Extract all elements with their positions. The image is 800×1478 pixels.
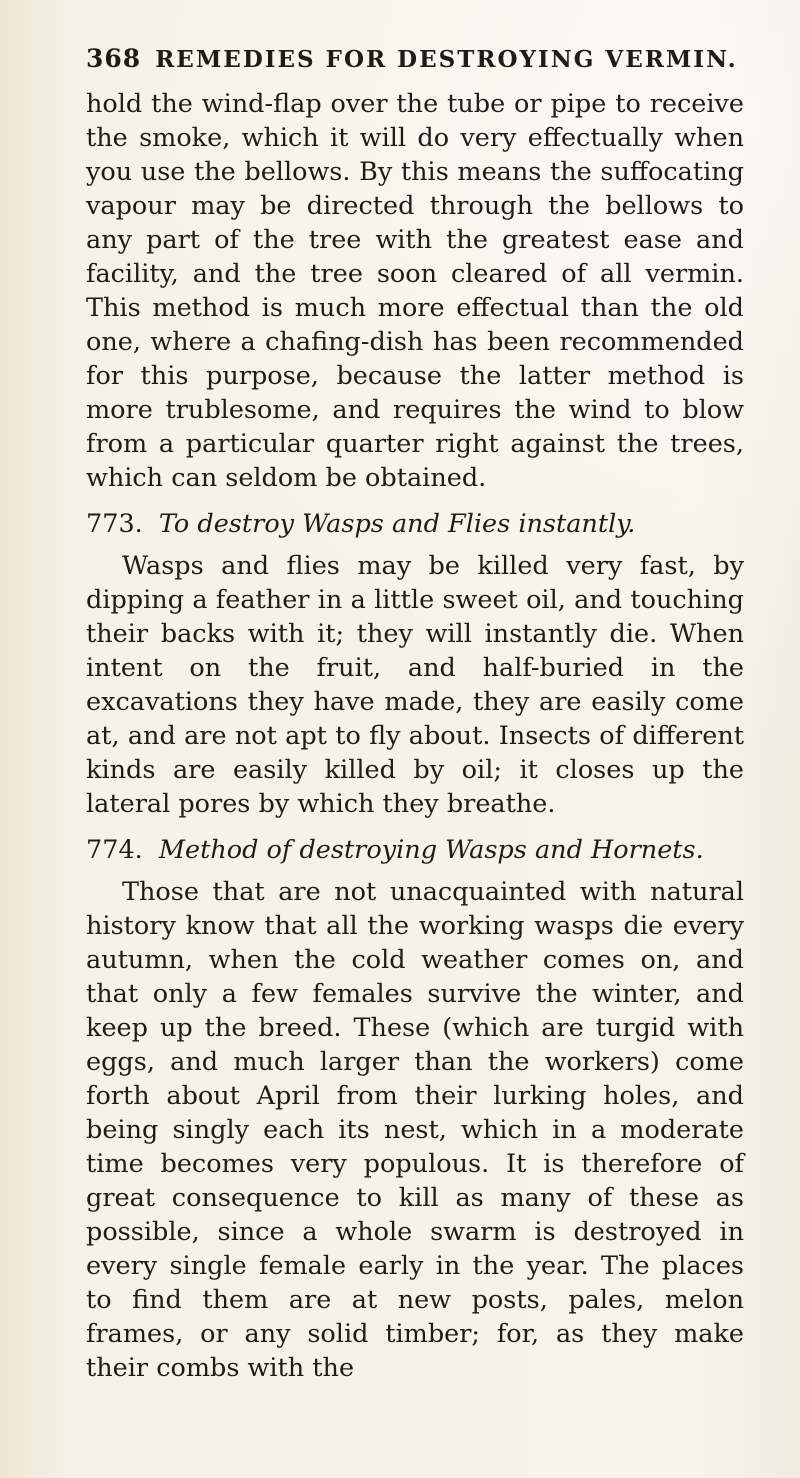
section-heading-773 [86,507,744,541]
running-title: REMEDIES FOR DESTROYING VERMIN. [155,46,738,73]
section-title-774: Method of destroying Wasps and Hornets. [158,835,704,865]
section-number-773: 773. [86,509,143,539]
page-number: 368 [86,44,142,73]
section-title-773: To destroy Wasps and Flies instantly. [158,509,636,539]
section-number-774: 774. [86,835,143,865]
paragraph-continuation: hold the wind-flap over the tube or pipe to receive the smoke, which it will do very effectually when you use the bellows. By this means the suffocating vapour may be directed through the bellows to any part of the tree with the greatest ease and facility, and the tree soon cleared of all vermin. This method is much more effectual than the old one, where a chafing-dish has been recommended for this purpose, because the latter method is more trublesome, and requires the wind to blow from a particular quarter right against the trees, which can seldom be obtained. [86,89,744,493]
section-heading-774 [86,833,744,867]
paragraph-773: Wasps and flies may be killed very fast, by dipping a feather in a little sweet oil, and touching their backs with it; they will instantly die. When intent on the fruit, and half-buried in the excavations they have made, they are easily come at, and are not apt to fly about. Insects of different kinds are easily killed by oil; it closes up the lateral pores by which they breathe. [86,551,744,819]
paragraph-774: Those that are not unacquainted with natural history know that all the working wasps die every autumn, when the cold weather comes on, and that only a few females survive the winter, and keep up the breed. These (which are turgid with eggs, and much larger than the workers) come forth about April from their lurking holes, and being singly each its nest, which in a moderate time becomes very populous. It is therefore of great consequence to kill as many of these as possible, since a whole swarm is destroyed in every single female early in the year. The places to find them are at new posts, pales, melon frames, or any solid timber; for, as they make their combs with the [86,877,744,1383]
running-head [86,44,744,73]
